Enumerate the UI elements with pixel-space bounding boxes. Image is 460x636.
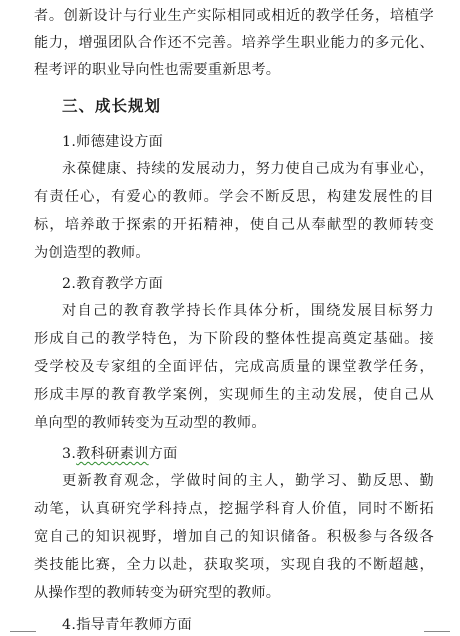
subsection-title: 4.指导青年教师方面 [62,617,193,633]
subsection-title [62,443,178,463]
paragraph-line: 更新教育观念，学做时间的主人，勤学习、勤反思、勤 [62,473,434,489]
paragraph-line: 形成丰厚的教育教学案例，实现师生的主动发展，使自己从 [34,387,434,403]
subsection-title: 2.教育教学方面 [62,276,164,292]
page-corner-mark-left [10,631,36,632]
paragraph-line: 受学校及专家组的全面评估，完成高质量的课堂教学任务， [34,359,434,375]
paragraph-line: 宽自己的知识视野，增加自己的知识储备。积极参与各级各 [34,529,434,545]
paragraph-line: 程考评的职业导向性也需要重新思考。 [34,62,281,78]
paragraph-line: 能力，增强团队合作还不完善。培养学生职业能力的多元化、 [34,35,434,51]
subsection-title-prefix: 3. [62,446,77,462]
paragraph-line: 单向型的教师转变为互动型的教师。 [34,415,266,431]
paragraph-line: 永葆健康、持续的发展动力，努力使自己成为有事业心， [62,161,434,177]
paragraph-line: 者。创新设计与行业生产实际相同或相近的教学任务，培植学 [34,8,434,24]
paragraph-line: 对自己的教育教学持长作具体分析，围绕发展目标努力 [62,303,434,319]
paragraph-line: 类技能比赛，全力以赴，获取奖项，实现自我的不断超越， [34,557,434,573]
paragraph-line: 有责任心，有爱心的教师。学会不断反思，构建发展性的目 [34,189,434,205]
page-corner-mark-right [424,631,450,632]
subsection-title-suffix: 方面 [148,446,178,462]
paragraph-line: 为创造型的教师。 [34,245,150,261]
paragraph-line: 从操作型的教师转变为研究型的教师。 [34,585,281,601]
section-heading: 三、成长规划 [62,96,162,115]
spellcheck-marked-text: 教科研素训 [76,446,149,462]
paragraph-line: 形成自己的教学特色，为下阶段的整体性提高奠定基础。接 [34,331,434,347]
paragraph-line: 标，培养敢于探索的开拓精神，使自己从奉献型的教师转变 [34,217,434,233]
paragraph-line: 动笔，认真研究学科持点，挖掘学科育人价值，同时不断拓 [34,501,434,517]
subsection-title: 1.师德建设方面 [62,134,164,150]
